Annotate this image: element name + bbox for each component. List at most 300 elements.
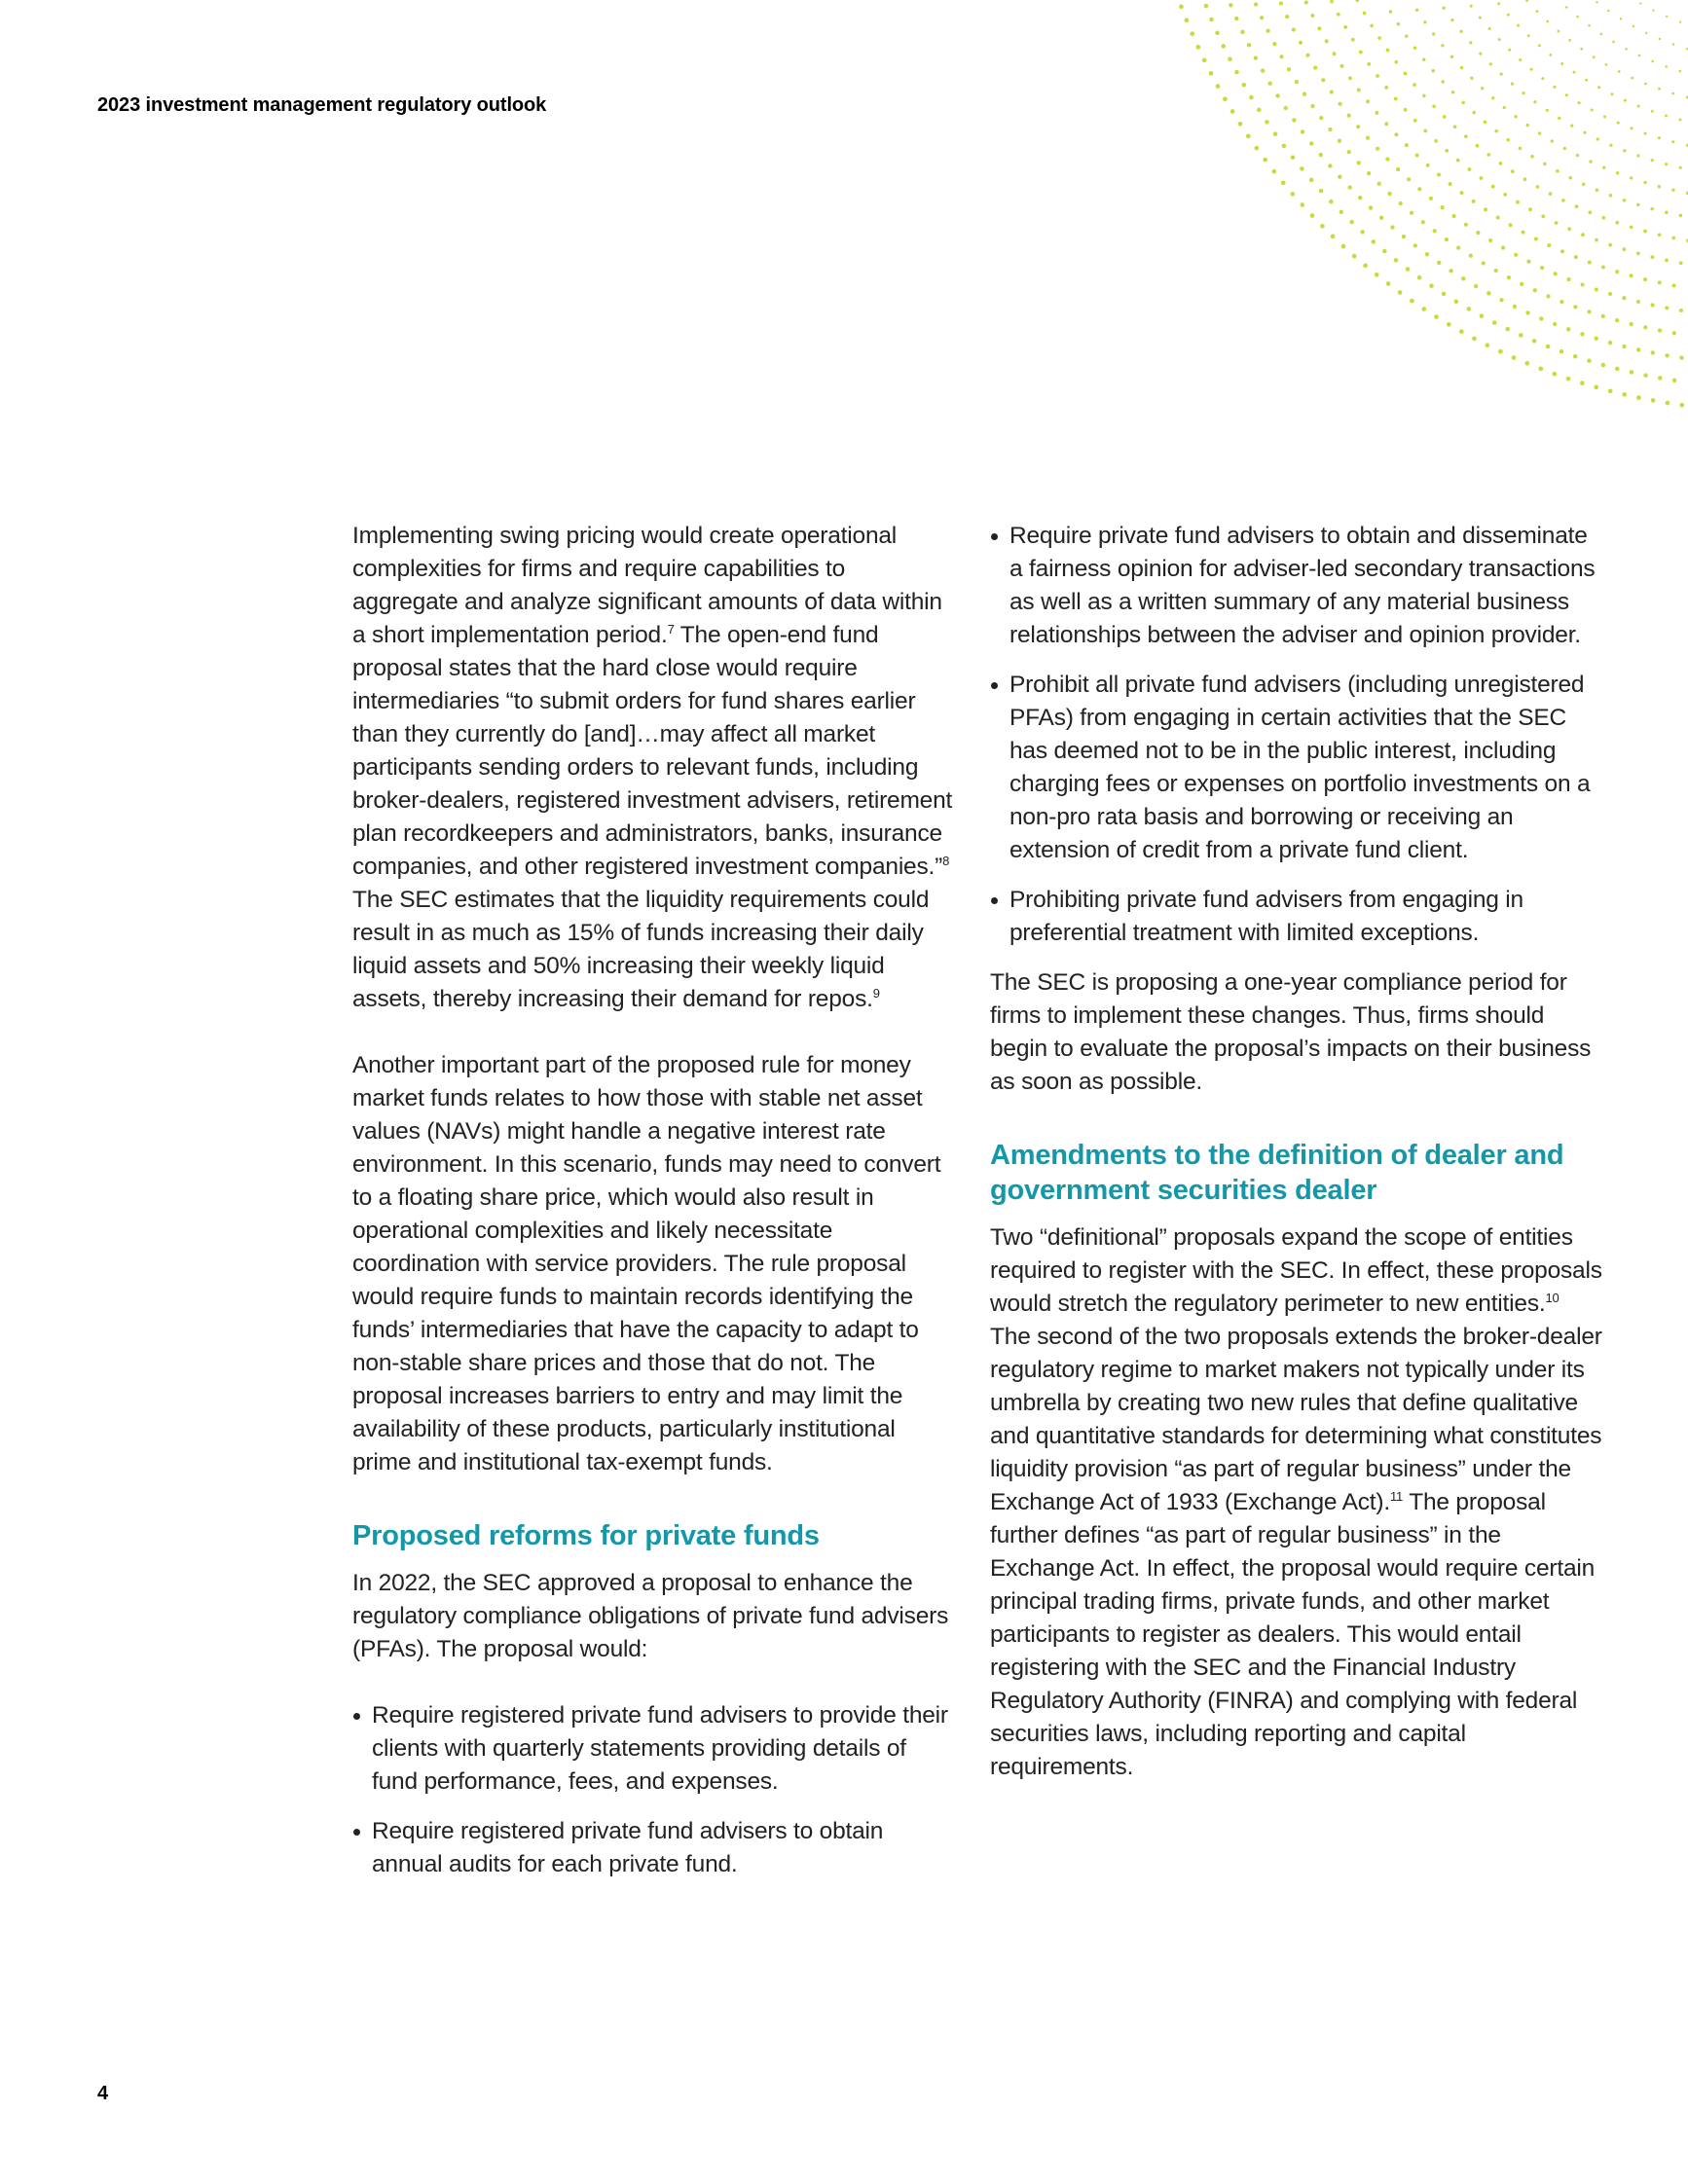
decorative-dot <box>1526 260 1530 264</box>
decorative-dot <box>1394 258 1399 263</box>
decorative-dot <box>1472 111 1476 115</box>
decorative-dot <box>1576 154 1579 157</box>
decorative-dot <box>1421 307 1426 311</box>
decorative-dot <box>1652 10 1654 12</box>
decorative-dot <box>1536 10 1539 13</box>
decorative-dot <box>1575 204 1579 208</box>
decorative-dot <box>1328 127 1332 131</box>
decorative-dot <box>1469 254 1473 258</box>
decorative-dot <box>1494 269 1498 273</box>
decorative-dot <box>1421 220 1425 224</box>
decorative-dot <box>1573 354 1578 359</box>
decorative-dot <box>1553 322 1557 326</box>
decorative-dot <box>1273 131 1278 136</box>
decorative-dot <box>1460 191 1464 195</box>
page-number: 4 <box>97 2083 109 2104</box>
decorative-dot <box>1363 12 1367 16</box>
decorative-dot <box>1623 199 1627 202</box>
decorative-dot <box>1665 210 1669 214</box>
decorative-dot <box>1299 41 1303 45</box>
decorative-dot <box>1415 9 1418 12</box>
decorative-dot <box>1499 162 1503 165</box>
decorative-dot <box>1375 273 1379 277</box>
decorative-dot <box>1348 76 1352 80</box>
decorative-dot <box>1300 202 1304 207</box>
decorative-dot <box>1514 253 1518 257</box>
decorative-dot <box>1449 269 1452 273</box>
decorative-dot <box>1636 203 1640 207</box>
paragraph-private-fund-proposal: In 2022, the SEC approved a proposal to enhance the regulatory compliance obligations of private fund advisers (PFAs). The proposal would: <box>352 1570 949 1662</box>
decorative-dot <box>1637 105 1640 108</box>
decorative-dot <box>1247 43 1251 47</box>
decorative-dot <box>1413 119 1417 123</box>
decorative-dot <box>1423 20 1426 23</box>
decorative-dot <box>1285 15 1289 18</box>
decorative-dot <box>1517 24 1520 27</box>
decorative-dot <box>1578 101 1581 104</box>
decorative-dot <box>1567 277 1571 281</box>
decorative-dot <box>1476 144 1480 148</box>
decorative-dot <box>1608 341 1612 345</box>
decorative-dot <box>1377 36 1381 40</box>
decorative-dot <box>1519 58 1522 61</box>
decorative-dot <box>1671 92 1674 95</box>
decorative-dot <box>1451 91 1455 94</box>
decorative-dot <box>1546 294 1550 298</box>
footnote-ref-11: 11 <box>1389 1489 1404 1504</box>
decorative-dot <box>1576 16 1579 18</box>
decorative-dot <box>1486 153 1490 157</box>
decorative-dot <box>1349 220 1354 225</box>
decorative-dot <box>1488 27 1491 30</box>
decorative-dot <box>1555 221 1559 225</box>
decorative-dot <box>1382 249 1387 254</box>
decorative-dot <box>1610 92 1613 95</box>
decorative-dot <box>1651 60 1654 63</box>
decorative-dot <box>1456 245 1460 249</box>
decorative-dot <box>1511 169 1515 173</box>
decorative-dot <box>1370 24 1374 28</box>
decorative-dot <box>1394 97 1398 101</box>
decorative-dot <box>1480 313 1485 318</box>
decorative-dot <box>1366 99 1370 103</box>
decorative-dot <box>1377 182 1381 186</box>
decorative-dot <box>1394 132 1398 136</box>
decorative-dot <box>1399 201 1403 205</box>
decorative-dot <box>1596 137 1599 140</box>
decorative-dot <box>1651 350 1655 354</box>
decorative-dot <box>1568 39 1571 42</box>
decorative-dot <box>1230 109 1235 114</box>
decorative-dot <box>1630 322 1633 326</box>
decorative-dot <box>1209 18 1214 22</box>
list-item: Require registered private fund advisers to provide their clients with quarterly statements providing details of fund performance, fees, and expenses. <box>352 1699 956 1799</box>
decorative-dot <box>1524 361 1529 366</box>
decorative-dot <box>1301 129 1304 133</box>
decorative-dot <box>1398 290 1403 295</box>
decorative-dot <box>1651 159 1654 162</box>
list-item: Require private fund advisers to obtain and disseminate a fairness opinion for adviser-led secondary transactions as well as a written summary of any material business relationships between the adviser and opinion provider. <box>990 520 1603 652</box>
decorative-dot <box>1407 177 1411 181</box>
decorative-dot <box>1405 143 1409 147</box>
decorative-dot <box>1425 252 1429 256</box>
decorative-dot <box>1665 65 1668 68</box>
decorative-dot <box>1313 66 1317 70</box>
decorative-dot <box>1222 44 1227 49</box>
decorative-dot <box>1643 181 1646 184</box>
decorative-dot <box>1620 18 1622 19</box>
decorative-dot <box>1658 328 1662 332</box>
decorative-dot <box>1486 343 1490 347</box>
decorative-dot <box>1498 38 1501 41</box>
decorative-dot <box>1679 70 1682 73</box>
list-item: Require registered private fund advisers to obtain annual audits for each private fund. <box>352 1815 956 1881</box>
decorative-dot <box>1266 29 1269 33</box>
left-column <box>352 520 956 1898</box>
decorative-dot <box>1618 70 1621 73</box>
decorative-dot <box>1666 16 1668 18</box>
decorative-dot <box>1305 54 1309 57</box>
decorative-dot <box>1546 109 1549 112</box>
decorative-dot <box>1533 100 1536 103</box>
decorative-dot <box>1422 57 1426 61</box>
decorative-dot <box>1508 49 1511 52</box>
decorative-dot <box>1472 337 1477 342</box>
decorative-dot <box>1554 272 1558 275</box>
decorative-dot <box>1594 385 1598 390</box>
decorative-dot <box>1453 125 1457 128</box>
decorative-dot <box>1546 345 1551 349</box>
decorative-dot <box>1666 401 1670 406</box>
decorative-dot <box>1271 169 1276 174</box>
decorative-dot <box>1601 266 1605 270</box>
decorative-dot <box>1384 86 1388 90</box>
decorative-dot <box>1310 213 1315 218</box>
decorative-dot <box>1432 104 1436 108</box>
decorative-dot <box>1234 17 1238 20</box>
document-header-title: 2023 investment management regulatory outlook <box>97 94 547 116</box>
decorative-dot <box>1658 280 1662 284</box>
decorative-dot <box>1497 2 1500 5</box>
decorative-dot <box>1405 34 1409 38</box>
decorative-dot <box>1573 71 1576 74</box>
decorative-dot <box>1551 139 1554 142</box>
decorative-dot <box>1484 207 1487 211</box>
decorative-dot <box>1319 116 1323 120</box>
decorative-dot <box>1609 194 1613 198</box>
decorative-dot <box>1372 239 1376 244</box>
decorative-dot <box>1587 358 1592 363</box>
decorative-dot <box>1679 355 1683 359</box>
decorative-dot <box>1671 237 1675 240</box>
decorative-dot <box>1406 267 1411 272</box>
decorative-dot <box>1581 282 1585 286</box>
decorative-dot <box>1636 347 1640 351</box>
decorative-dot <box>1507 275 1511 279</box>
decorative-dot <box>1638 55 1641 57</box>
decorative-dot <box>1234 70 1239 75</box>
decorative-dot <box>1591 108 1594 111</box>
decorative-dot <box>1357 88 1361 91</box>
decorative-dot <box>1565 6 1568 9</box>
decorative-dot <box>1588 24 1591 27</box>
decorative-dot <box>1333 52 1337 55</box>
decorative-dot <box>1615 221 1619 225</box>
decorative-dot <box>1355 0 1359 2</box>
decorative-dot <box>1229 3 1232 7</box>
decorative-dot <box>1505 327 1510 332</box>
decorative-dot <box>1450 18 1453 21</box>
decorative-dot <box>1291 156 1296 161</box>
decorative-dot <box>1204 4 1209 9</box>
decorative-dot <box>1525 310 1529 314</box>
decorative-dot <box>1179 5 1184 10</box>
decorative-dot <box>1672 331 1676 335</box>
decorative-dot <box>1434 139 1438 143</box>
decorative-dot <box>1445 237 1449 241</box>
decorative-dot <box>1601 314 1605 318</box>
decorative-dot <box>1588 210 1592 214</box>
decorative-dot <box>1389 10 1393 14</box>
decorative-dot <box>1560 62 1563 65</box>
decorative-dot <box>1479 17 1482 19</box>
decorative-dot <box>1616 171 1619 174</box>
decorative-dot <box>1360 230 1365 235</box>
decorative-dot <box>1480 176 1484 180</box>
decorative-dot <box>1422 94 1426 98</box>
decorative-dot <box>1310 14 1314 18</box>
decorative-dot <box>1563 147 1566 150</box>
decorative-dot <box>1292 118 1296 122</box>
decorative-dot <box>1240 30 1244 34</box>
decorative-dot <box>1351 38 1355 42</box>
decorative-dot <box>1522 231 1525 235</box>
decorative-dot <box>1494 129 1498 133</box>
decorative-dot <box>1254 146 1259 151</box>
decorative-dot <box>1445 149 1449 153</box>
paragraph-money-market-funds: Another important part of the proposed rule for money market funds relates to how those with stable net asset values (NAVs) might handle a negative interest rate environment. In this scenario, funds may need to convert to a floating share price, which would also result in operational complexities and likely necessitate coordination with service providers. The rule proposal would require funds to maintain records identifying the funds’ intermediaries that have the capacity to adapt to non-stable share prices and those that do not. The proposal increases barriers to entry and may limit the availability of these products, particularly institutional prime and institutional tax-exempt funds. <box>352 1052 941 1475</box>
decorative-dot <box>1603 115 1606 118</box>
decorative-dot <box>1447 322 1451 327</box>
decorative-dot <box>1538 131 1541 134</box>
decorative-dot <box>1375 111 1378 115</box>
decorative-dot <box>1522 91 1524 94</box>
decorative-dot <box>1671 140 1674 143</box>
decorative-dot <box>1539 316 1543 320</box>
decorative-dot <box>1605 63 1608 66</box>
decorative-dot <box>1384 122 1388 126</box>
decorative-dot <box>1413 83 1416 87</box>
decorative-dot <box>1636 154 1639 157</box>
decorative-dot <box>1600 33 1603 36</box>
decorative-dot <box>1295 80 1299 84</box>
decorative-dot <box>1643 230 1647 234</box>
decorative-dot <box>1633 25 1634 27</box>
footnote-ref-10: 10 <box>1545 1291 1560 1305</box>
decorative-dot <box>1284 106 1288 110</box>
decorative-dot <box>1426 164 1430 167</box>
decorative-dot <box>1588 261 1592 265</box>
decorative-dot <box>1617 122 1620 125</box>
decorative-dot <box>1523 177 1527 181</box>
decorative-dot <box>1541 214 1545 218</box>
decorative-dot <box>1488 238 1492 242</box>
decorative-dot <box>1560 300 1563 304</box>
decorative-dot <box>1347 114 1351 118</box>
decorative-dot <box>1369 205 1373 209</box>
decorative-dot <box>1538 44 1541 47</box>
decorative-dot <box>1275 93 1279 97</box>
decorative-dot <box>1347 150 1351 154</box>
decorative-dot <box>1279 55 1283 58</box>
decorative-dot <box>1519 147 1523 151</box>
decorative-dot <box>1328 164 1332 167</box>
decorative-dot <box>1553 86 1556 89</box>
decorative-dot <box>1543 163 1547 166</box>
decorative-dot <box>1481 87 1484 90</box>
decorative-dot <box>1679 118 1682 121</box>
decorative-dot <box>1367 171 1371 175</box>
decorative-dot <box>1560 249 1564 253</box>
decorative-dot <box>1339 210 1344 215</box>
decorative-dot <box>1321 78 1325 82</box>
decorative-dot <box>1281 180 1286 185</box>
decorative-dot <box>1556 169 1560 173</box>
decorative-dot <box>1339 102 1342 106</box>
right-column <box>990 520 1603 1784</box>
decorative-dot <box>1491 185 1495 189</box>
decorative-dot <box>1460 30 1463 33</box>
decorative-dot <box>1527 34 1530 37</box>
paragraph-definitional-proposals: Two “definitional” proposals expand the scope of entities required to register with the SEC. In effect, these proposals would stretch the regulatory perimeter to new entities.$^{10}$ The second of the two proposals extends the broker-dealer regulatory regime to market makers not typically under its umbrella by creating two new rules that define qualitative and quantitative standards for determining what constitutes liquidity provision “as part of regular business” under the Exchange Act of 1933 (Exchange Act).$^{11}$ The proposal further defines “as part of regular business” in the Exchange Act. In effect, the proposal would require certain principal trading firms, private funds, and other market participants to register as dealers. This would entail registering with the SEC and the Financial Industry Regulatory Authority (FINRA) and complying with federal securities laws, including reporting and capital requirements. <box>990 1224 1602 1780</box>
decorative-dot <box>1503 106 1506 109</box>
decorative-dot <box>1443 115 1447 119</box>
decorative-dot <box>1479 53 1482 55</box>
decorative-dot <box>1367 62 1371 66</box>
decorative-dot <box>1587 309 1591 313</box>
decorative-dot <box>1352 254 1357 259</box>
decorative-dot <box>1195 45 1200 50</box>
decorative-dot <box>1601 363 1606 368</box>
decorative-dot <box>1622 345 1626 348</box>
decorative-dot <box>1254 2 1258 6</box>
decorative-dot <box>1513 305 1517 309</box>
decorative-dot <box>1386 49 1390 53</box>
decorative-dot <box>1639 2 1641 4</box>
decorative-dot <box>1254 55 1258 59</box>
decorative-dot <box>1343 25 1347 29</box>
decorative-dot <box>1404 72 1408 76</box>
footnote-ref-8: 8 <box>942 854 950 868</box>
decorative-dot <box>1385 158 1389 162</box>
decorative-dot <box>1630 127 1633 129</box>
decorative-dot <box>1593 55 1596 58</box>
decorative-dot <box>1609 144 1612 147</box>
decorative-dot <box>1329 200 1334 204</box>
decorative-dot <box>1570 125 1573 127</box>
decorative-dot <box>1532 339 1537 344</box>
decorative-dot <box>1484 121 1487 125</box>
decorative-dot <box>1658 136 1661 139</box>
decorative-dot <box>1651 255 1655 259</box>
decorative-dot <box>1615 367 1620 372</box>
decorative-dot <box>1472 200 1476 203</box>
decorative-dot <box>1265 120 1269 125</box>
decorative-dot <box>1514 115 1517 118</box>
decorative-dot <box>1300 166 1304 171</box>
decorative-dot <box>1452 214 1456 218</box>
decorative-dot <box>1257 108 1262 113</box>
decorative-dot <box>1330 91 1334 94</box>
decorative-dot <box>1437 173 1441 177</box>
decorative-dot <box>1319 189 1324 194</box>
decorative-dot <box>1596 188 1599 192</box>
list-item: Prohibiting private fund advisers from engaging in preferential treatment with limited exceptions. <box>990 884 1603 950</box>
decorative-dot <box>1357 161 1361 164</box>
decorative-dot <box>1185 18 1190 23</box>
decorative-dot <box>1630 273 1633 277</box>
decorative-dot <box>1665 306 1669 309</box>
decorative-dot <box>1622 392 1627 397</box>
decorative-dot <box>1450 55 1453 58</box>
decorative-dot <box>1456 159 1460 163</box>
decorative-dot <box>1486 291 1490 295</box>
decorative-dot <box>1489 62 1492 65</box>
decorative-dot <box>1630 225 1633 229</box>
decorative-dot <box>1304 1 1308 5</box>
decorative-dot <box>1536 185 1540 189</box>
decorative-dot <box>1410 299 1414 304</box>
decorative-dot <box>1601 216 1605 220</box>
decorative-dot <box>1625 48 1628 51</box>
decorative-dot <box>1338 139 1341 143</box>
decorative-dot-pattern <box>1143 0 1688 438</box>
decorative-dot <box>1525 0 1528 2</box>
decorative-dot <box>1574 255 1578 259</box>
decorative-dot <box>1643 325 1647 329</box>
decorative-dot <box>1341 244 1346 249</box>
decorative-dot <box>1665 163 1668 165</box>
decorative-dot <box>1441 80 1445 84</box>
decorative-dot <box>1437 261 1441 265</box>
decorative-dot <box>1202 58 1207 63</box>
decorative-dot <box>1573 305 1577 309</box>
decorative-dot <box>1651 110 1654 113</box>
decorative-dot <box>1520 282 1523 286</box>
decorative-dot <box>1431 69 1435 73</box>
decorative-dot <box>1582 182 1586 186</box>
decorative-dot <box>1464 223 1468 227</box>
decorative-dot <box>1665 353 1669 357</box>
decorative-dot <box>1434 314 1439 319</box>
paragraph-swing-pricing: Implementing swing pricing would create operational complexities for firms and require capabilities to aggregate and analyze significant amounts of data within a short implementation period.$^7$ The open-end fund proposal states that the hard close would require intermediaries “to submit orders for fund shares earlier than they currently do [and]…may affect all market participants sending orders to relevant funds, including broker-dealers, registered investment advisers, retirement plan recordkeepers and administrators, banks, insurance companies, and other registered investment companies.”$^8$ The SEC estimates that the liquidity requirements could result in as much as 15% of funds increasing their daily liquid assets and 50% increasing their weekly liquid assets, thereby increasing their demand for repos.$^9$ <box>352 523 953 1012</box>
decorative-dot <box>1665 114 1668 117</box>
decorative-dot <box>1429 197 1433 200</box>
decorative-dot <box>1394 60 1398 64</box>
decorative-dot <box>1386 281 1391 286</box>
decorative-dot <box>1417 275 1422 280</box>
list-item: Prohibit all private fund advisers (including unregistered PFAs) from engaging in certain activities that the SEC has deemed not to be in the public interest, including charging fees or expenses on portfolio investments on a non-pro rata basis and borrowing or receiving an extension of credit from a private fund client. <box>990 669 1603 867</box>
decorative-dot <box>1317 26 1321 30</box>
decorative-dot <box>1585 79 1588 82</box>
decorative-dot <box>1476 231 1480 235</box>
bullet-list-left <box>352 1699 956 1881</box>
decorative-dot <box>1413 47 1417 51</box>
decorative-dot <box>1565 93 1568 96</box>
decorative-dot <box>1583 131 1586 134</box>
decorative-dot <box>1509 223 1513 227</box>
decorative-dot <box>1596 1 1597 3</box>
